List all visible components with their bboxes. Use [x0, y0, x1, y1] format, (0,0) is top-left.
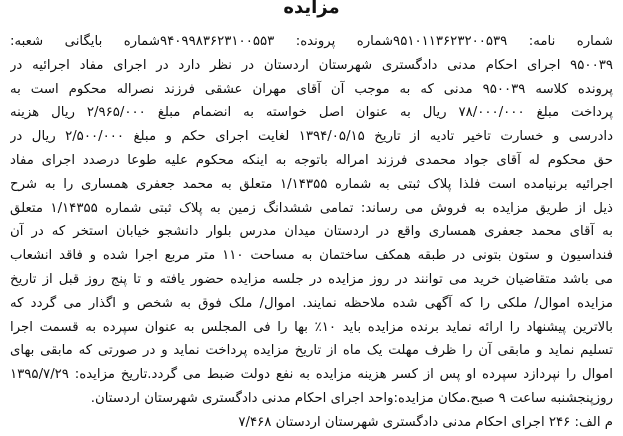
- notice-title: مزایده: [283, 0, 340, 18]
- notice-line: تسلیم نماید و مابقی آن را ظرف مهلت یک ماه از تاریخ مزایده پرداخت نماید و در صورتی که مابقی بهای: [10, 343, 613, 359]
- notice-line: پرداخت مبلغ ۷۸/۰۰۰/۰۰۰ ریال به عنوان اصل خواسته به انضمام مبلغ ۲/۹۶۵/۰۰۰ ریال هزینه: [10, 105, 613, 121]
- notice-line: دادرسی و خسارت تاخیر تادیه از تاریخ ۱۳۹۴/۰۵/۱۵ لغایت اجرای حکم و مبلغ ۲/۵۰۰/۰۰۰ ریال در: [10, 129, 613, 145]
- notice-line: می باشد متقاضیان خرید می توانند در روز مزایده در جلسه مزایده حضور یافته و تا پنج روز قبل از تاریخ: [10, 271, 613, 287]
- notice-line: مزایده اموال/ ملکی را که آگهی شده ملاحظه نمایند. اموال/ ملک فوق به شخص و اگذار می گردد که: [10, 295, 613, 311]
- notice-line: پرونده کلاسه ۹۵۰۰۳۹ مدنی که به موجب آن آقای مهران عشقی فرزند نصراله محکوم است به: [10, 81, 613, 97]
- notice-line: اموال را نپردازد سپرده او پس از کسر هزینه مزایده به نفع دولت ضبط می گردد.تاریخ مزایده: ۱۳۹۵/۷/۲۹: [10, 367, 613, 383]
- notice-line: شماره نامه: ۹۵۱۰۱۱۳۶۲۳۲۰۰۵۳۹شماره پرونده: ۹۴۰۹۹۸۳۶۲۳۱۰۰۵۵۳شماره بایگانی شعبه:: [10, 34, 613, 49]
- notice-line: حق محکوم له آقای جواد محمدی فرزند امراله باتوجه به اینکه محکوم علیه طوعا درصدد اجرای مفاد: [10, 152, 613, 168]
- notice-signature: م الف: ۲۴۶ اجرای احکام مدنی دادگستری شهرستان اردستان ۷/۴۶۸: [238, 414, 613, 430]
- notice-line: ذیل از طریق مزایده به فروش می رساند: تمامی ششدانگ زمین به پلاک ثبتی شماره ۱/۱۴۳۵۵ متعلق: [10, 200, 613, 216]
- notice-line: اجرائیه برنیامده است فلذا پلاک ثبتی به شماره ۱/۱۴۳۵۵ متعلق به محمد جعفری همساری را به شرح: [10, 176, 613, 192]
- notice-line: بالاترین پیشنهاد را ارائه نماید برنده مزایده باید ۱۰٪ بها را فی المجلس به عنوان سپرده به قسمت اجرا: [10, 319, 613, 335]
- notice-line: به آقای محمد جعفری همساری واقع در اردستان میدان مدرس بلوار دانشجو خیابان استخر که در آن: [10, 224, 613, 240]
- notice-line: ۹۵۰۰۳۹ اجرای احکام مدنی دادگستری شهرستان اردستان در نظر دارد در اجرای مفاد اجرائیه در: [10, 57, 613, 73]
- notice-body: [10, 30, 613, 435]
- notice-line: فنداسیون و ستون بتونی در طبقه همکف ساختمان به مساحت ۱۱۰ متر مربع اجرا شده و فاقد انشعاب: [10, 248, 613, 264]
- notice-line: روزپنجشنبه ساعت ۹ صبح.مکان مزایده:واحد اجرای احکام مدنی دادگستری شهرستان اردستان.: [90, 390, 613, 406]
